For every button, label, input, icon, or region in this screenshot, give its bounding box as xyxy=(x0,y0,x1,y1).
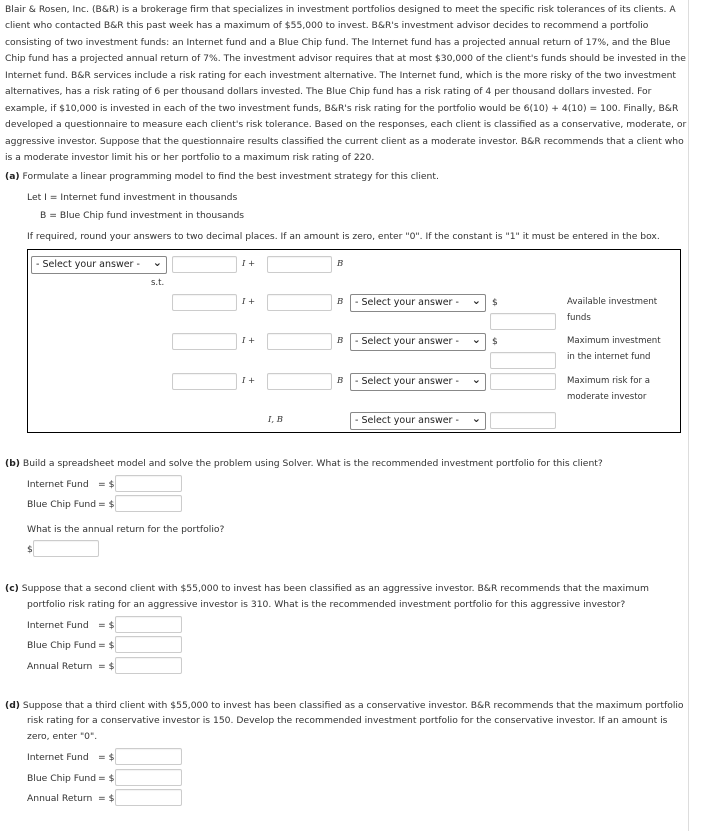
intro-line: Internet fund. B&R services include a risk rating for each investment alternative. The Internet fund, which is the more risky of the two investment xyxy=(5,70,677,81)
select-label: - Select your answer - xyxy=(355,297,459,308)
constraint-label: Maximum investment xyxy=(567,336,661,346)
i-plus-label: I + xyxy=(242,336,256,346)
part-c-text: Suppose that a second client with $55,000 to invest has been classified as an aggressive investor. B&R recommends that the maximum xyxy=(21,583,649,594)
internet-fund-label: Internet Fund xyxy=(27,620,89,631)
nonneg-select[interactable] xyxy=(350,412,486,430)
i-plus-label: I + xyxy=(242,259,256,269)
available-funds-rhs-input[interactable] xyxy=(490,313,556,330)
constraint-label: funds xyxy=(567,313,591,323)
select-label: - Select your answer - xyxy=(355,376,459,387)
eq-label: = $ xyxy=(98,773,115,784)
part-label: (a) xyxy=(5,171,20,182)
intro-line: Blair & Rosen, Inc. (B&R) is a brokerage firm that specializes in investment portfolios designed to meet the specific risk tolerances of its clients. A xyxy=(5,4,676,15)
constraint-label: Available investment xyxy=(567,297,658,307)
part-b-heading xyxy=(5,458,603,469)
blue-chip-fund-label: Blue Chip Fund xyxy=(27,499,97,510)
max-internet-rhs-input[interactable] xyxy=(490,352,556,369)
chevron-down-icon: ⌄ xyxy=(471,412,481,425)
max-internet-i-coef-input[interactable] xyxy=(172,333,237,350)
page-border xyxy=(688,0,689,831)
eq-label: = $ xyxy=(98,752,115,763)
c-internet-fund-input[interactable] xyxy=(115,616,182,633)
c-blue-chip-fund-input[interactable] xyxy=(115,636,182,653)
st-label: s.t. xyxy=(151,278,165,288)
annual-return-label: Annual Return xyxy=(27,793,93,804)
max-risk-rhs-input[interactable] xyxy=(490,373,556,390)
dollar-label: $ xyxy=(492,297,498,308)
ib-label: I, B xyxy=(268,415,284,425)
nonneg-rhs-input[interactable] xyxy=(490,412,556,429)
blue-chip-fund-label: Blue Chip Fund xyxy=(27,773,97,784)
intro-line: consisting of two investment funds: an Internet fund and a Blue Chip fund. The Internet fund has a projected annual return of 17%, and the Blue xyxy=(5,37,671,48)
chevron-down-icon: ⌄ xyxy=(471,333,481,346)
blue-chip-fund-label: Blue Chip Fund xyxy=(27,640,97,651)
eq-label: = $ xyxy=(98,479,115,490)
part-label: (b) xyxy=(5,458,20,469)
internet-fund-label: Internet Fund xyxy=(27,752,89,763)
part-label: (c) xyxy=(5,583,19,594)
chevron-down-icon: ⌄ xyxy=(471,373,481,386)
dollar-label: $ xyxy=(492,336,498,347)
select-label: - Select your answer - xyxy=(36,259,140,270)
select-label: - Select your answer - xyxy=(355,336,459,347)
eq-label: = $ xyxy=(98,620,115,631)
objective-b-coef-input[interactable] xyxy=(267,256,332,273)
objective-type-select[interactable] xyxy=(31,256,167,274)
part-d-text: zero, enter "0". xyxy=(27,731,98,742)
d-internet-fund-input[interactable] xyxy=(115,748,182,765)
i-plus-label: I + xyxy=(242,376,256,386)
part-label: (d) xyxy=(5,700,20,711)
max-internet-relation-select[interactable] xyxy=(350,333,486,351)
intro-line: Chip fund has a projected annual return of 7%. The investment advisor requires that at most $30,000 of the client's funds should be invested in the xyxy=(5,53,686,64)
intro-line: client who contacted B&R this past week has a maximum of $55,000 to invest. B&R's investment advisor decides to recommend a portfolio xyxy=(5,20,649,31)
instructions: If required, round your answers to two decimal places. If an amount is zero, enter "0". If the constant is "1" it must be entered in the box. xyxy=(27,231,660,242)
b-internet-fund-input[interactable] xyxy=(115,475,182,492)
i-plus-label: I + xyxy=(242,297,256,307)
max-internet-b-coef-input[interactable] xyxy=(267,333,332,350)
b-label: B xyxy=(337,297,344,307)
annual-return-label: Annual Return xyxy=(27,661,93,672)
d-blue-chip-fund-input[interactable] xyxy=(115,769,182,786)
intro-line: alternatives, has a risk rating of 6 per thousand dollars invested. The Blue Chip fund has a risk rating of 4 per thousand dollars invested. For xyxy=(5,86,652,97)
eq-label: = $ xyxy=(98,793,115,804)
part-d-text: Suppose that a third client with $55,000 to invest has been classified as a conservative investor. B&R recommends that the maximum portfolio xyxy=(22,700,684,711)
part-a-heading xyxy=(5,171,439,182)
intro-line: example, if $10,000 is invested in each of the two investment funds, B&R's risk rating for the portfolio would be 6(10) + 4(10) = 100. Finally, B&R xyxy=(5,103,679,114)
b-label: B xyxy=(337,336,344,346)
select-label: - Select your answer - xyxy=(355,415,459,426)
intro-line: aggressive investor. Suppose that the questionnaire results classified the current client as a moderate investor. B&R recommends that a client who xyxy=(5,136,684,147)
eq-label: = $ xyxy=(98,640,115,651)
max-risk-i-coef-input[interactable] xyxy=(172,373,237,390)
part-a-text: Formulate a linear programming model to find the best investment strategy for this client. xyxy=(22,171,439,182)
available-funds-b-coef-input[interactable] xyxy=(267,294,332,311)
eq-label: = $ xyxy=(98,661,115,672)
b-annual-return-input[interactable] xyxy=(33,540,99,557)
objective-i-coef-input[interactable] xyxy=(172,256,237,273)
let-i-text: Let I = Internet fund investment in thousands xyxy=(27,192,238,203)
c-annual-return-input[interactable] xyxy=(115,657,182,674)
chevron-down-icon: ⌄ xyxy=(471,294,481,307)
constraint-label: Maximum risk for a xyxy=(567,376,650,386)
intro-line: is a moderate investor limit his or her portfolio to a maximum risk rating of 220. xyxy=(5,152,375,163)
annual-return-question: What is the annual return for the portfolio? xyxy=(27,524,225,535)
constraint-label: in the internet fund xyxy=(567,352,651,362)
part-c-text: portfolio risk rating for an aggressive investor is 310. What is the recommended investment portfolio for this aggressive investor? xyxy=(27,599,626,610)
part-b-text: Build a spreadsheet model and solve the problem using Solver. What is the recommended investment portfolio for this client? xyxy=(22,458,603,469)
max-risk-relation-select[interactable] xyxy=(350,373,486,391)
part-c-heading xyxy=(5,583,649,594)
internet-fund-label: Internet Fund xyxy=(27,479,89,490)
part-d-text: risk rating for a conservative investor is 150. Develop the recommended investment portfolio for the conservative investor. If an amount is xyxy=(27,715,668,726)
eq-label: = $ xyxy=(98,499,115,510)
available-funds-relation-select[interactable] xyxy=(350,294,486,312)
chevron-down-icon: ⌄ xyxy=(152,256,162,269)
constraint-label: moderate investor xyxy=(567,392,647,402)
intro-line: developed a questionnaire to measure each client's risk tolerance. Based on the responses, each client is classified as a conservative, moderate, or xyxy=(5,119,687,130)
dollar-label: $ xyxy=(27,544,33,555)
b-label: B xyxy=(337,376,344,386)
max-risk-b-coef-input[interactable] xyxy=(267,373,332,390)
b-blue-chip-fund-input[interactable] xyxy=(115,495,182,512)
b-label: B xyxy=(337,259,344,269)
let-b-text: B = Blue Chip fund investment in thousands xyxy=(40,210,245,221)
part-d-heading xyxy=(5,700,684,711)
available-funds-i-coef-input[interactable] xyxy=(172,294,237,311)
d-annual-return-input[interactable] xyxy=(115,789,182,806)
